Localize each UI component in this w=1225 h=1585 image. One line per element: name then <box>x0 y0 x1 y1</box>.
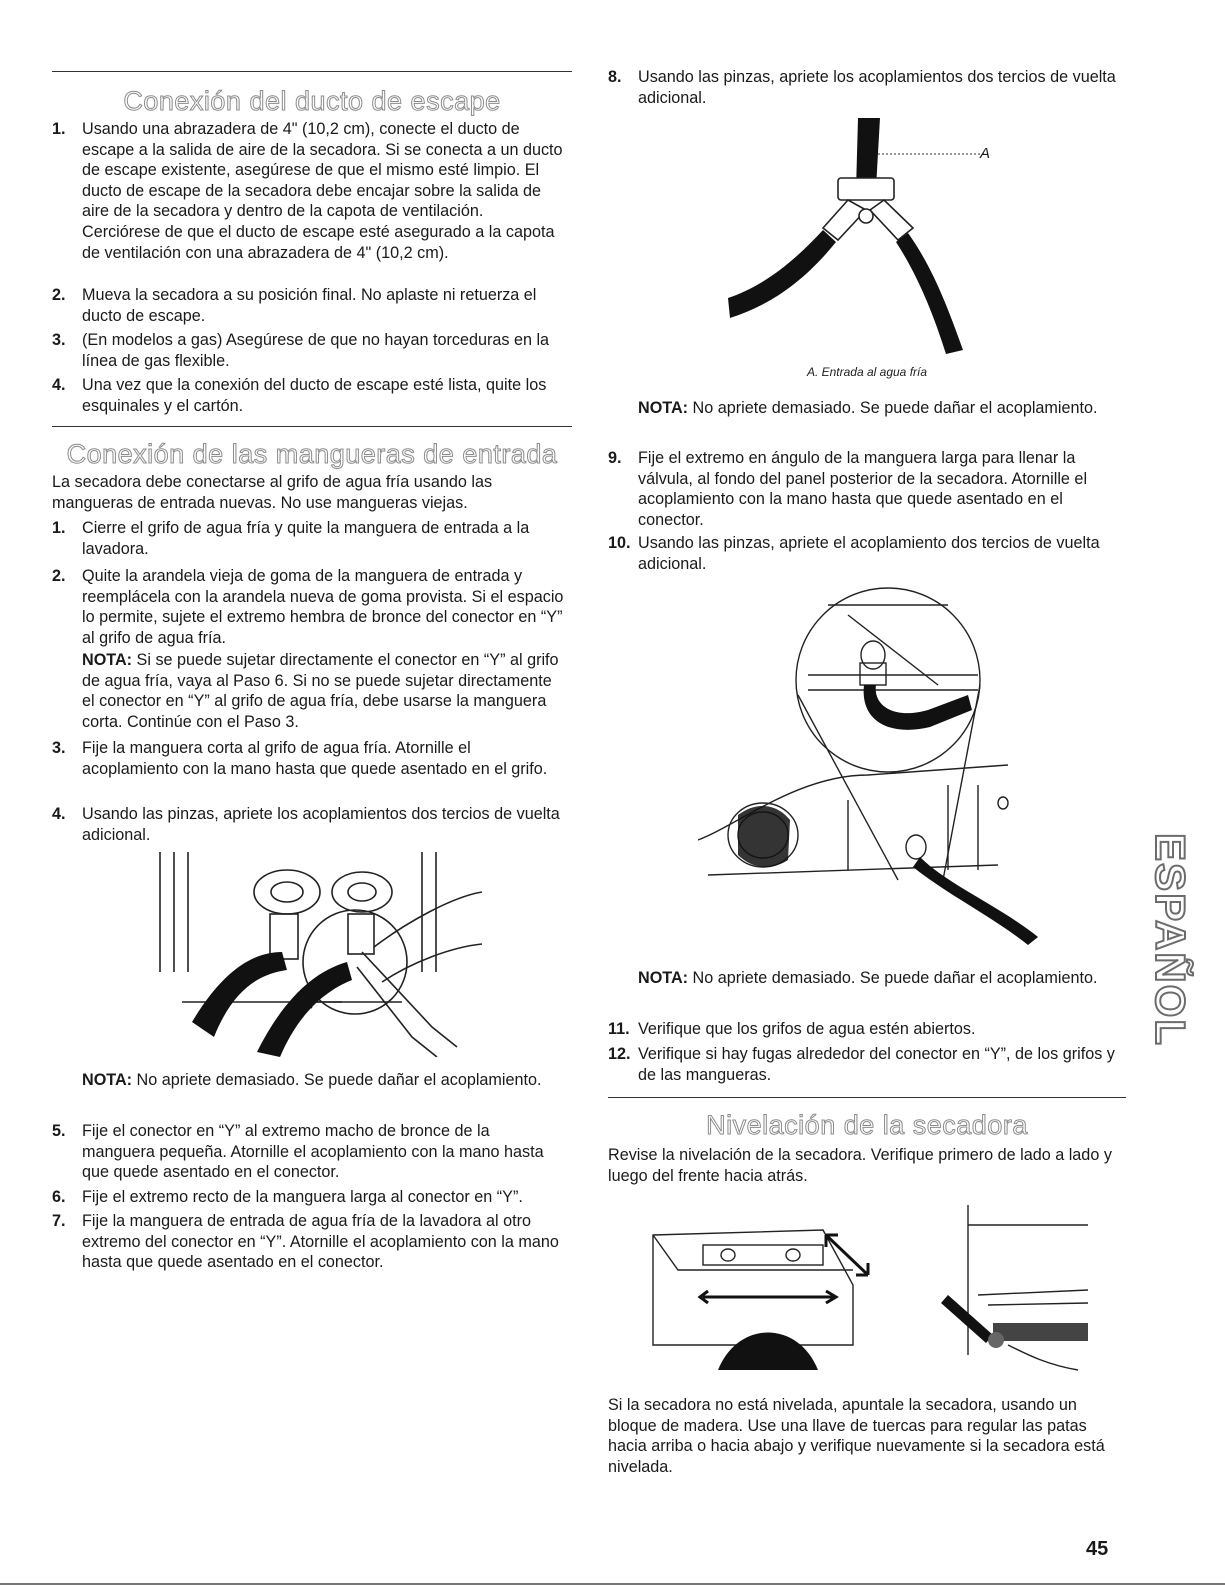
page-number: 45 <box>1086 1538 1109 1560</box>
y-connector-illustration <box>718 118 1018 358</box>
rear-valve-illustration <box>698 585 1038 945</box>
note-tighten-3: NOTA: No apriete demasiado. Se puede dañar el acoplamiento. <box>638 969 1098 987</box>
figure-caption: A. Entrada al agua fría <box>806 365 928 379</box>
intro-inlet: La secadora debe conectarse al grifo de agua fría usando las mangueras de entrada nuevas. No use mangueras viejas. <box>52 473 493 512</box>
figure-label-a: A <box>980 145 991 162</box>
faucet-pliers-illustration <box>152 852 482 1057</box>
note-tighten-2: NOTA: No apriete demasiado. Se puede dañar el acoplamiento. <box>638 399 1098 417</box>
section-rule <box>52 71 572 72</box>
outro-leveling: Si la secadora no está nivelada, apuntale la secadora, usando un bloque de madera. Use una llave de tuercas para regular las patas hacia arriba o hacia abajo y verifique nuevamente si la secadora está nivelada. <box>608 1396 1105 1476</box>
heading-leveling: Nivelación de la secadora <box>706 1110 1028 1140</box>
note-step-2: NOTA: Si se puede sujetar directamente el conector en “Y” al grifo de agua fría, vaya al Paso 6. Si no se puede sujetar directamente el conector en “Y” al grifo de agua fría, debe usarse la manguera corta. Continúe con el Paso 3. <box>82 651 559 731</box>
language-side-tab: ESPAÑOL <box>1147 833 1195 1047</box>
leveling-illustration <box>648 1205 1088 1375</box>
section-rule <box>52 426 572 427</box>
intro-leveling: Revise la nivelación de la secadora. Verifique primero de lado a lado y luego del frente hacia atrás. <box>608 1146 1112 1185</box>
heading-exhaust: Conexión del ducto de escape <box>123 86 501 116</box>
note-tighten-1: NOTA: No apriete demasiado. Se puede dañar el acoplamiento. <box>82 1071 542 1089</box>
section-rule <box>608 1097 1126 1098</box>
heading-inlet: Conexión de las mangueras de entrada <box>66 439 558 469</box>
